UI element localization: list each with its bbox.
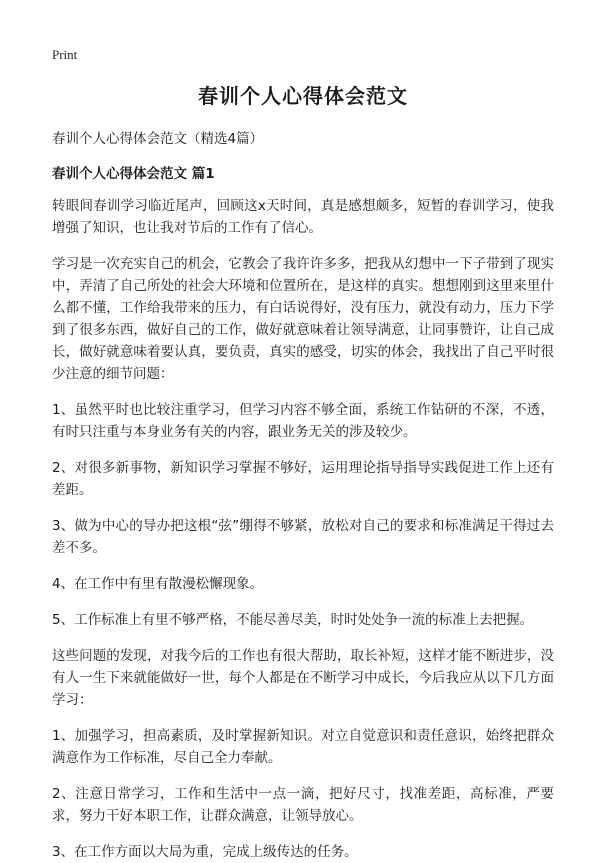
paragraph-learning: 学习是一次充实自己的机会，它教会了我许许多多，把我从幻想中一下子带到了现实中，弄清了自己所处的社会大环境和位置所在，是这样的真实。想想刚到这里来里什么都不懂，工作给我带来的压力，有白话说得好，没有压力，就没有动力，压力下学到了很多东西，做好自己的工作，做好就意味着让领导满意，让同事赞许，让自己成长，做好就意味着要认真，要负责，真实的感受，切实的体会，我找出了自己平时很少注意的细节问题： (52, 256, 554, 382)
section-heading: 春训个人心得体会范文 篇1 (52, 166, 215, 182)
paragraph-intro: 转眼间春训学习临近尾声，回顾这x天时间，真是感想颇多，短暂的春训学习，使我增强了知识，也让我对节后的工作有了信心。 (52, 198, 554, 236)
print-link[interactable]: Print (52, 47, 78, 62)
paragraph-reflection: 这些问题的发现，对我今后的工作也有很大帮助，取长补短，这样才能不断进步，没有人一生下来就能做好一世，每个人都是在不断学习中成长，今后我应从以下几方面学习： (52, 648, 554, 708)
document-title: 春训个人心得体会范文 (198, 84, 408, 108)
paragraph-plan-1: 1、加强学习，担高素质，及时掌握新知识。对立自觉意识和责任意识，始终把群众满意作为工作标准，尽自己全力奉献。 (52, 728, 554, 766)
paragraph-issue-2: 2、对很多新事物，新知识学习掌握不够好，运用理论指导指导实践促进工作上还有差距。 (52, 460, 554, 498)
document-body (52, 195, 554, 863)
paragraph-plan-3: 3、在工作方面以大局为重，完成上级传达的任务。 (52, 844, 358, 860)
paragraph-issue-3: 3、做为中心的导办把这根“弦”绷得不够紧，放松对自己的要求和标准满足干得过去差不多。 (52, 518, 554, 556)
document-subtitle: 春训个人心得体会范文（精选4篇） (52, 131, 264, 147)
paragraph-plan-2: 2、注意日常学习，工作和生活中一点一滴，把好尺寸，找准差距，高标准，严要求，努力干好本职工作，让群众满意，让领导放心。 (52, 786, 554, 824)
paragraph-issue-5: 5、工作标准上有里不够严格，不能尽善尽美，时时处处争一流的标准上去把握。 (52, 612, 534, 628)
paragraph-issue-1: 1、虽然平时也比较注重学习，但学习内容不够全面，系统工作钻研的不深，不透，有时只注重与本身业务有关的内容，跟业务无关的涉及较少。 (52, 402, 554, 440)
paragraph-issue-4: 4、在工作中有里有散漫松懈现象。 (52, 576, 264, 592)
